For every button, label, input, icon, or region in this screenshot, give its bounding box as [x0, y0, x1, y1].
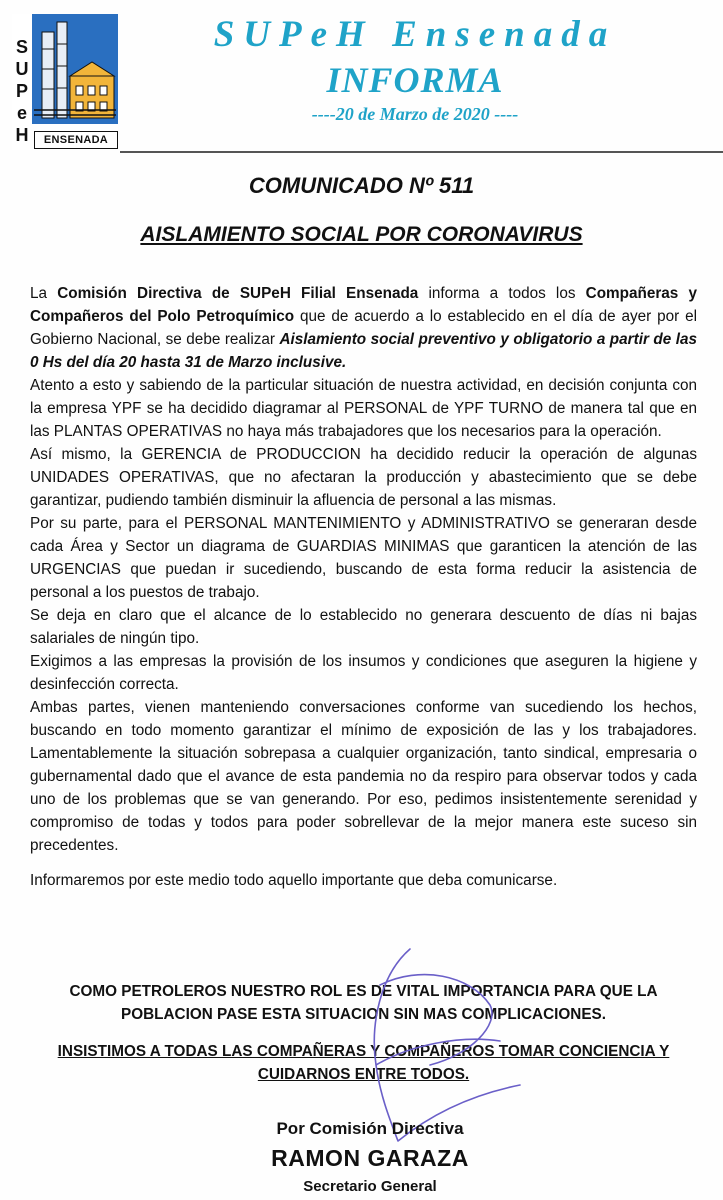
p1-text-c: informa a todos los	[418, 285, 586, 302]
supeh-logo	[12, 14, 118, 150]
paragraph-2: Atento a esto y sabiendo de la particular situación de nuestra actividad, en decisión conjunta con la empresa YPF se ha decidido diagramar al PERSONAL de YPF TURNO de manera tal que en las PLANTAS OPERATIVAS no haya más trabajadores que los necesarios para la operación.	[30, 377, 697, 440]
paragraph-7: Ambas partes, vienen manteniendo conversaciones conforme van sucediendo los hechos, buscando en todo momento garantizar el mínimo de exposición de las y los trabajadores. Lamentablemente la situación sobrepasa a cualquier organización, tanto sindical, empresaria o gubernamental dado que el avance de esta pandemia no da respiro para observar todos y cada uno de los problemas que se van generando. Por eso, pedimos insistentemente serenidad y compromiso de todas y todos para poder sobrellevar de la mejor manera este suceso sin precedentes.	[30, 699, 697, 854]
logo-letter-e: e	[16, 103, 27, 123]
p1-text-e: que de acuerdo a lo establecido en el día de ayer por el Gobierno Nacional, se debe realizar	[30, 308, 697, 348]
header-date: ----20 de Marzo de 2020 ----	[311, 104, 519, 124]
p1-bold-commission: Comisión Directiva de SUPeH Filial Ensenada	[57, 285, 419, 302]
closing-statement-2	[30, 1040, 697, 1086]
logo-letter-p: P	[15, 81, 28, 101]
logo-letter-s: S	[15, 37, 28, 57]
paragraph-3: Así mismo, la GERENCIA de PRODUCCION ha decidido reducir la operación de algunas UNIDADES OPERATIVAS, que no afectaran la producción y abastecimiento que se debe garantizar, pudiendo también disminuir la afluencia de personal a las mismas.	[30, 446, 697, 509]
closing-statement-1-line-2: POBLACION PASE ESTA SITUACION SIN MAS COMPLICACIONES.	[121, 1006, 606, 1023]
paragraph-5: Se deja en claro que el alcance de lo establecido no generara descuento de días ni bajas salariales de ningún tipo.	[30, 607, 697, 647]
header-divider	[120, 151, 723, 153]
closing-statement-2-line-1: INSISTIMOS A TODAS LAS COMPAÑERAS Y COMPAÑEROS TOMAR CONCIENCIA Y	[57, 1043, 670, 1060]
communique-number: COMUNICADO Nº 511	[248, 173, 475, 198]
paragraph-6: Exigimos a las empresas la provisión de los insumos y condiciones que aseguren la higiene y desinfección correcta.	[30, 653, 697, 693]
signature-role: Secretario General	[303, 1178, 437, 1195]
paragraph-8: Informaremos por este medio todo aquello importante que deba comunicarse.	[30, 872, 558, 889]
signature-by: Por Comisión Directiva	[276, 1119, 464, 1138]
header-subtitle: INFORMA	[326, 60, 504, 100]
signature-name: RAMON GARAZA	[271, 1145, 469, 1171]
p1-bold-workers: Compañeras y Compañeros del Polo Petroquímico	[30, 285, 697, 325]
communique-body	[30, 282, 697, 892]
communique-subject: AISLAMIENTO SOCIAL POR CORONAVIRUS	[140, 223, 583, 246]
paragraph-4: Por su parte, para el PERSONAL MANTENIMIENTO y ADMINISTRATIVO se generaran desde cada Área y Sector un diagrama de GUARDIAS MINIMAS que garanticen la atención de las URGENCIAS que puedan ir sucediendo, buscando de esta forma reducir la asistencia de personal a los puestos de trabajo.	[30, 515, 697, 601]
closing-statement-1	[30, 980, 697, 1026]
logo-letter-u: U	[15, 59, 29, 79]
header-title: SUPeH Ensenada	[213, 14, 617, 55]
p1-bold-italic-isolation: Aislamiento social preventivo y obligatorio a partir de las 0 Hs del día 20 hasta 31 de Marzo inclusive.	[30, 331, 697, 371]
p1-text-a: La	[30, 285, 58, 302]
logo-letter-h: H	[15, 125, 29, 145]
closing-statement-1-line-1: COMO PETROLEROS NUESTRO ROL ES DE VITAL IMPORTANCIA PARA QUE LA	[69, 983, 658, 1000]
paragraph-1	[30, 282, 697, 374]
closing-statement-2-line-2: CUIDARNOS ENTRE TODOS.	[257, 1066, 470, 1083]
logo-ensenada-label: ENSENADA	[34, 131, 118, 149]
